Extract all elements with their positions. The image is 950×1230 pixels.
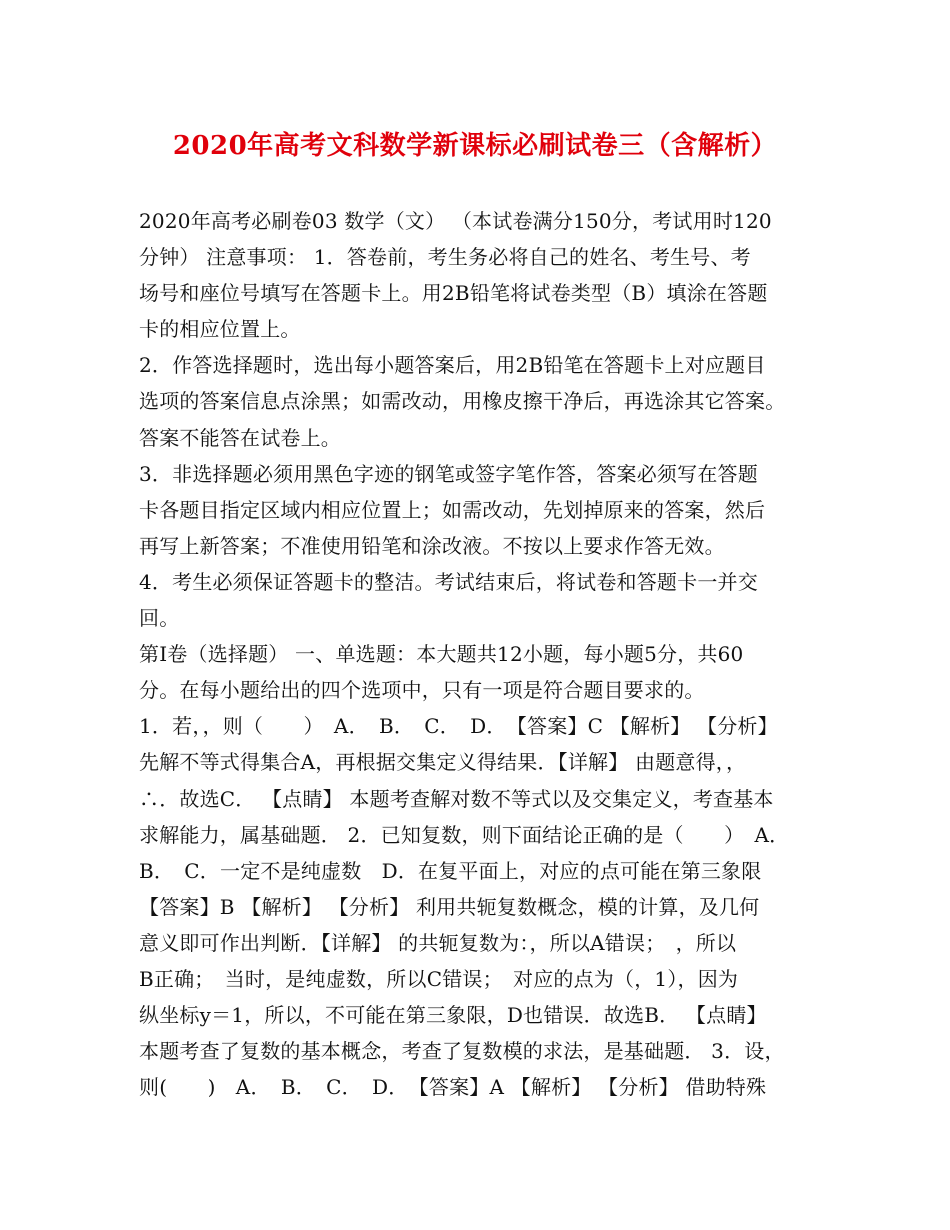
document-title: 2020年高考文科数学新课标必刷试卷三（含解析） (172, 131, 778, 161)
text-line: 先解不等式得集合A，再根据交集定义得结果．【详解】 由题意得，， (139, 750, 747, 775)
text-line: 分钟） 注意事项： 1．答卷前，考生务必将自己的姓名、考生号、考 (139, 245, 751, 270)
text-line: 场号和座位号填写在答题卡上。用2B铅笔将试卷类型（B）填涂在答题 (139, 281, 768, 306)
text-line: 卡各题目指定区域内相应位置上；如需改动，先划掉原来的答案，然后 (139, 497, 766, 522)
text-line: B． C．一定不是纯虚数 D．在复平面上，对应的点可能在第三象限 (139, 858, 762, 883)
document-body (139, 203, 814, 1105)
text-line: 意义即可作出判断．【详解】 的共轭复数为：，所以A错误； ，所以 (139, 930, 737, 955)
text-line: 2．作答选择题时，选出每小题答案后，用2B铅笔在答题卡上对应题目 (139, 353, 766, 378)
text-line: ∴．故选C． 【点睛】 本题考查解对数不等式以及交集定义，考查基本 (139, 786, 774, 811)
text-line: 【答案】B 【解析】 【分析】 利用共轭复数概念，模的计算，及几何 (139, 894, 760, 919)
text-line: 则( ) A． B． C． D． 【答案】A 【解析】 【分析】 借助特殊 (139, 1075, 767, 1100)
text-line: 选项的答案信息点涂黑；如需改动，用橡皮擦干净后，再选涂其它答案。 (139, 389, 786, 414)
text-line: 卡的相应位置上。 (139, 317, 301, 342)
text-line: 纵坐标y＝1，所以，不可能在第三象限，D也错误．故选B． 【点睛】 (139, 1003, 767, 1028)
text-line: 本题考查了复数的基本概念，考查了复数模的求法，是基础题． 3．设， (139, 1039, 785, 1064)
text-line: 回。 (139, 606, 180, 631)
text-line: B正确； 当时，是纯虚数，所以C错误； 对应的点为（，1），因为 (139, 966, 739, 991)
text-line: 4．考生必须保证答题卡的整洁。考试结束后，将试卷和答题卡一并交 (139, 569, 758, 594)
text-line: 求解能力，属基础题． 2．已知复数，则下面结论正确的是（ ） A． (139, 822, 790, 847)
text-line: 3．非选择题必须用黑色字迹的钢笔或签字笔作答，答案必须写在答题 (139, 461, 758, 486)
text-line: 分。在每小题给出的四个选项中，只有一项是符合题目要求的。 (139, 678, 705, 703)
text-line: 答案不能答在试卷上。 (139, 425, 341, 450)
text-line: 再写上新答案；不准使用铅笔和涂改液。不按以上要求作答无效。 (139, 533, 725, 558)
text-line: 2020年高考必刷卷03 数学（文） （本试卷满分150分，考试用时120 (139, 209, 772, 233)
text-line: 1．若，，则（ ） A． B． C． D． 【答案】C 【解析】 【分析】 (139, 714, 778, 739)
text-line: 第Ⅰ卷（选择题） 一、单选题：本大题共12小题，每小题5分，共60 (139, 642, 744, 667)
